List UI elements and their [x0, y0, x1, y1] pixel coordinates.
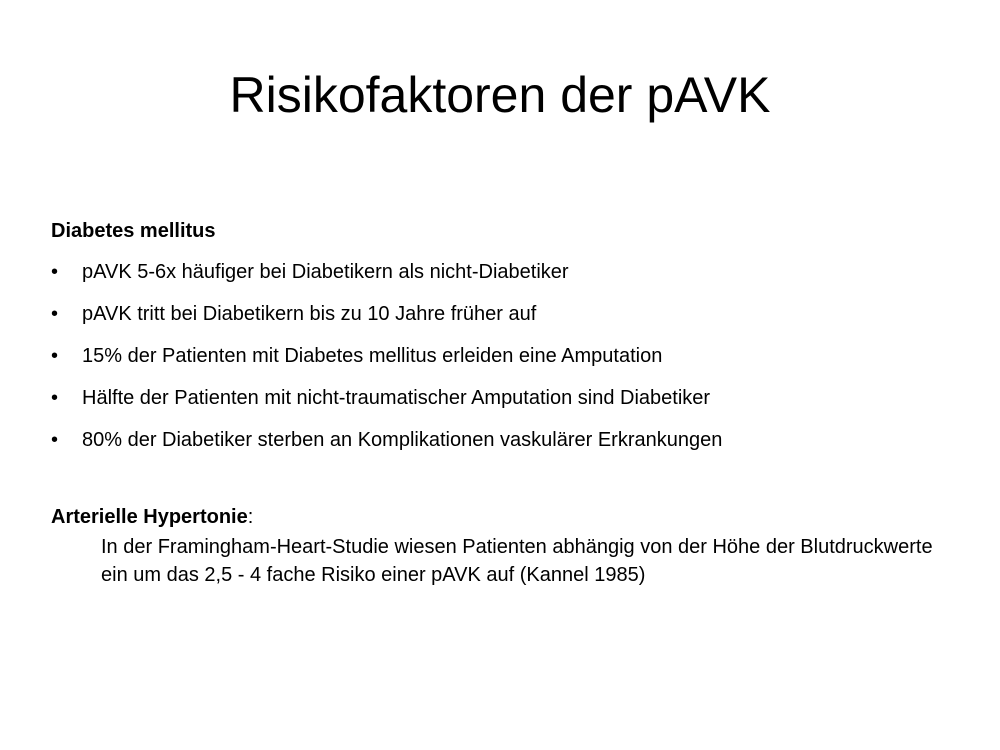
bullet-text: Hälfte der Patienten mit nicht-traumatischer Amputation sind Diabetiker: [82, 387, 711, 409]
hypertonie-body-text: In der Framingham-Heart-Studie wiesen Patienten abhängig von der Höhe der Blutdruckwerte ein um das 2,5 - 4 fache Risiko einer pAVK auf (Kannel 1985): [101, 536, 933, 586]
bullet-item: [51, 258, 951, 300]
bullet-item: [51, 384, 951, 426]
bullet-dot-icon: •: [51, 303, 59, 325]
diabetes-bullet-list: [51, 258, 951, 468]
bullet-dot-icon: •: [51, 261, 59, 283]
bullet-dot-icon: •: [51, 429, 59, 451]
bullet-item: [51, 300, 951, 342]
hypertonie-heading-colon: :: [247, 506, 254, 528]
bullet-dot-icon: •: [51, 387, 59, 409]
bullet-text: pAVK tritt bei Diabetikern bis zu 10 Jahre früher auf: [82, 303, 537, 325]
hypertonie-heading-text: Arterielle Hypertonie: [51, 506, 248, 528]
diabetes-heading: [51, 217, 216, 245]
bullet-text: 15% der Patienten mit Diabetes mellitus erleiden eine Amputation: [82, 345, 663, 367]
bullet-dot-icon: •: [51, 345, 59, 367]
diabetes-heading-text: Diabetes mellitus: [51, 220, 216, 242]
bullet-text: pAVK 5-6x häufiger bei Diabetikern als nicht-Diabetiker: [82, 261, 569, 283]
slide-title: Risikofaktoren der pAVK: [229, 67, 771, 123]
bullet-item: [51, 426, 951, 468]
bullet-text: 80% der Diabetiker sterben an Komplikationen vaskulärer Erkrankungen: [82, 429, 723, 451]
hypertonie-heading: [51, 503, 253, 531]
bullet-item: [51, 342, 951, 384]
